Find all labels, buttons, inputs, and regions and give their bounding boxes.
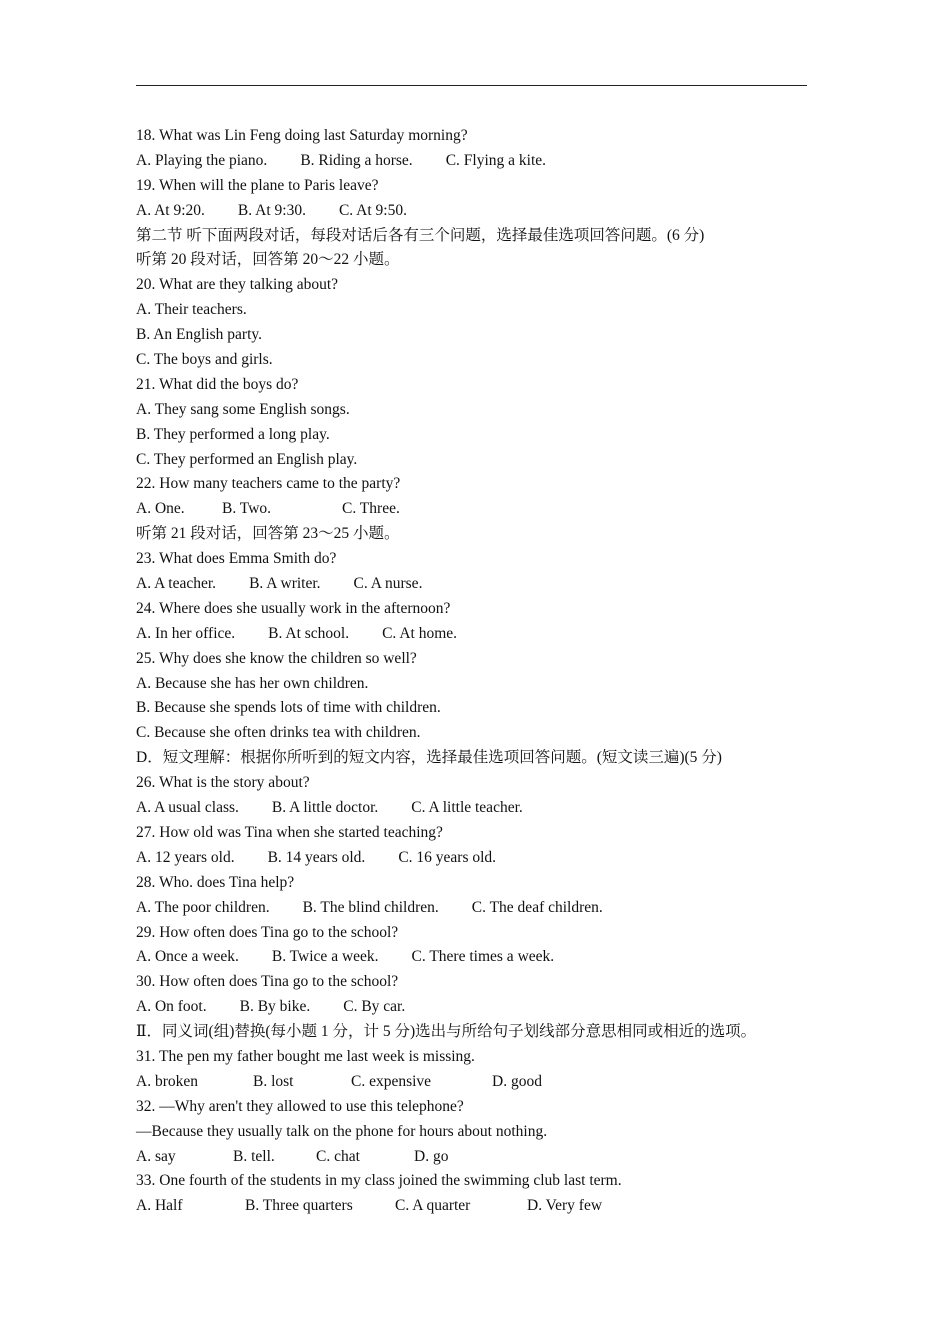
text-line: A. They sang some English songs. [136,400,350,418]
text-line: Ⅱ．同义词(组)替换(每小题 1 分，计 5 分)选出与所给句子划线部分意思相同或相近的选项。 [136,1023,757,1041]
option: C. 16 years old. [398,848,497,866]
option: B. lost [253,1072,294,1090]
option: D. Very few [527,1197,603,1215]
options-line [136,995,826,1020]
option: A. Half [136,1197,183,1215]
text-line: 听第 21 段对话，回答第 23～25 小题。 [136,525,400,543]
text-line: 33. One fourth of the students in my class joined the swimming club last term. [136,1172,622,1190]
text-line: 31. The pen my father bought me last week is missing. [136,1047,475,1065]
text-line: B. An English party. [136,326,263,344]
option: A. The poor children. [136,898,270,916]
option: C. expensive [351,1072,432,1090]
option: C. Three. [342,500,400,518]
option: C. Flying a kite. [445,151,547,169]
options-line [136,149,826,174]
text-line: 27. How old was Tina when she started teaching? [136,823,443,841]
header-rule [136,85,807,86]
option: A. say [136,1147,176,1165]
text-line: 22. How many teachers came to the party? [136,475,401,493]
options-line [136,1145,826,1170]
text-line: 23. What does Emma Smith do? [136,550,337,568]
option: D. good [492,1072,542,1090]
option: C. A quarter [395,1197,471,1215]
option: B. By bike. [239,998,311,1016]
option: B. tell. [233,1147,275,1165]
text-line: 24. Where does she usually work in the afternoon? [136,599,451,617]
text-line: 25. Why does she know the children so well? [136,649,417,667]
text-line: 29. How often does Tina go to the school? [136,923,399,941]
options-line [136,1194,826,1219]
text-line: 26. What is the story about? [136,774,310,792]
text-line: D．短文理解：根据你所听到的短文内容，选择最佳选项回答问题。(短文读三遍)(5 分) [136,749,722,767]
text-line: B. Because she spends lots of time with children. [136,699,441,717]
options-line [136,945,826,970]
text-line: C. Because she often drinks tea with children. [136,724,421,742]
text-line: A. Their teachers. [136,301,247,319]
option: C. There times a week. [411,948,555,966]
options-line [136,199,826,224]
option: C. At home. [382,624,458,642]
text-line: 32. —Why aren't they allowed to use this telephone? [136,1097,464,1115]
option: A. 12 years old. [136,848,235,866]
option: C. A little teacher. [411,799,523,817]
option: A. One. [136,500,185,518]
text-line: 21. What did the boys do? [136,375,299,393]
option: D. go [414,1147,449,1165]
option: C. By car. [343,998,406,1016]
text-line: 听第 20 段对话，回答第 20～22 小题。 [136,251,400,269]
text-line: 第二节 听下面两段对话，每段对话后各有三个问题，选择最佳选项回答问题。(6 分) [136,226,705,244]
option: C. A nurse. [353,575,423,593]
option: B. A little doctor. [271,799,379,817]
option: A. broken [136,1072,198,1090]
option: B. Three quarters [245,1197,353,1215]
text-line: 28. Who. does Tina help? [136,873,295,891]
option: A. On foot. [136,998,207,1016]
option: C. chat [316,1147,360,1165]
option: B. Two. [222,500,272,518]
options-line [136,497,826,522]
options-line [136,796,826,821]
option: A. A usual class. [136,799,239,817]
text-line: C. The boys and girls. [136,351,273,369]
text-line: 19. When will the plane to Paris leave? [136,176,379,194]
option: B. A writer. [249,575,321,593]
text-line: 30. How often does Tina go to the school? [136,973,399,991]
text-line: C. They performed an English play. [136,450,358,468]
option: B. Twice a week. [271,948,379,966]
option: B. At 9:30. [237,201,306,219]
text-line: 18. What was Lin Feng doing last Saturday morning? [136,127,468,144]
text-line: B. They performed a long play. [136,425,330,443]
text-line: —Because they usually talk on the phone for hours about nothing. [136,1122,548,1140]
option: B. 14 years old. [267,848,366,866]
option: A. In her office. [136,624,236,642]
options-line [136,572,826,597]
option: A. Playing the piano. [136,151,268,169]
options-line [136,896,826,921]
option: C. At 9:50. [338,201,407,219]
option: B. At school. [268,624,350,642]
option: A. Once a week. [136,948,239,966]
option: B. The blind children. [302,898,439,916]
options-line [136,622,826,647]
text-line: 20. What are they talking about? [136,276,339,294]
text-line: A. Because she has her own children. [136,674,369,692]
option: A. At 9:20. [136,201,205,219]
options-line [136,846,826,871]
options-line [136,1070,826,1095]
option: B. Riding a horse. [300,151,413,169]
exam-content [136,124,826,1219]
option: C. The deaf children. [471,898,603,916]
option: A. A teacher. [136,575,217,593]
